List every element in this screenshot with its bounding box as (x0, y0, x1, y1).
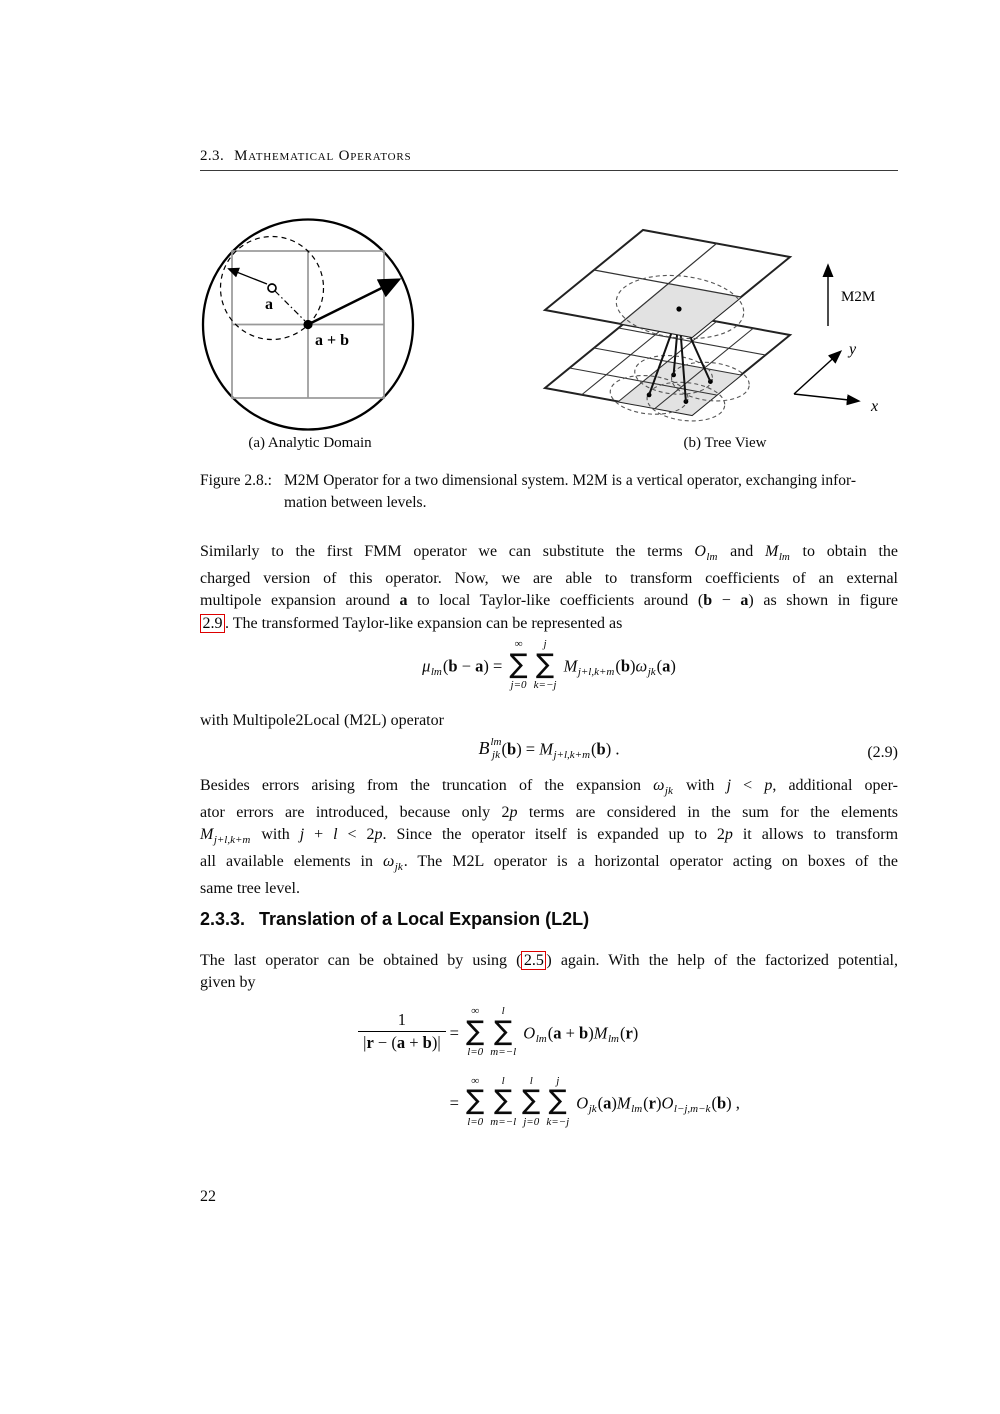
label-x-axis: x (871, 398, 879, 415)
sum-operator: j ∑ k=−j (546, 1074, 570, 1128)
section-number: 2.3.3. (200, 909, 246, 929)
text-line: The last operator can be obtained by using ( 2.5 ) again. With the help of the factorized potential, (200, 952, 898, 969)
sum-operator: l ∑ m=−l (490, 1074, 517, 1128)
text-line: given by (200, 974, 256, 992)
subcaption-tree-view: (b) Tree View (683, 435, 767, 451)
equation-l2l-row2: = ∞ ∑ l=0 l ∑ m=−l l ∑ j=0 j ∑ k=−j $O_{jk}(a)M_{lm}(r)O_{l-j,m-k}(b)$ , (449, 1074, 740, 1128)
figure-caption-line2: mation between levels. (284, 494, 427, 511)
operator-with-scripts: B lm jk (478, 736, 502, 761)
subcaption-analytic-domain: (a) Analytic Domain (248, 435, 372, 451)
equation-reference-link[interactable]: 2.5 (521, 951, 546, 970)
text-line: Besides errors arising from the truncation of the expansion $\omega_{jk}$ with j < p, additional oper- (200, 777, 898, 797)
text-line: charged version of this operator. Now, we are able to transform coefficients of an external (200, 569, 898, 587)
section-title: Translation of a Local Expansion (L2L) (259, 909, 590, 929)
figure-analytic-domain (195, 208, 427, 434)
equation-mu-expansion: $\mu_{lm}(b - a)$ = ∞ ∑ j=0 j ∑ k=−j $M_{j+l,k+m}(b)\omega_{jk}(a)$ (422, 638, 676, 691)
equation-l2l-block (200, 1005, 898, 1131)
x-axis-arrow (794, 394, 858, 401)
paragraph-substitute-terms (200, 541, 898, 635)
running-header-section: 2.3. (200, 148, 225, 164)
sum-operator: l ∑ j=0 (522, 1074, 541, 1128)
text-line: $M_{j+l,k+m}$ with j + l < 2p. Since the operator itself is expanded up to 2p it allows to transform (200, 826, 899, 846)
header-rule (200, 170, 898, 171)
section-heading-l2l (200, 909, 898, 930)
top-center-dot (676, 306, 681, 311)
sum-operator: ∞ ∑ l=0 (466, 1005, 485, 1058)
radius-arrow (229, 269, 267, 284)
text-with-m2l-operator: with Multipole2Local (M2L) operator (200, 712, 444, 729)
text-line: all available elements in $\omega_{jk}$. The M2L operator is a horizontal operator acting on boxes of the (200, 853, 898, 873)
paragraph-truncation-errors (200, 775, 898, 901)
sum-operator: ∞ ∑ l=0 (466, 1074, 485, 1128)
y-axis-arrow (794, 352, 840, 394)
text-line: Similarly to the first FMM operator we can substitute the terms $O_{lm}$ and $M_{lm}$ to obtain the (200, 543, 898, 563)
equation-m2l-row (200, 738, 898, 763)
equation-number-2-9: (2.9) (867, 744, 898, 761)
point-ab-dot (303, 320, 312, 329)
running-header-title: Mathematical Operators (234, 148, 412, 164)
shift-dashdot-line (275, 291, 305, 321)
sum-operator: ∞ ∑ j=0 (509, 638, 528, 691)
equation-m2l: B lm jk $(b) = M_{j+l,k+m}(b)$ . (478, 736, 620, 761)
label-a: a (265, 296, 273, 313)
text-line: 2.9 . The transformed Taylor-like expansion can be represented as (200, 613, 898, 635)
sum-operator: j ∑ k=−j (533, 638, 557, 691)
figure-caption-text1: M2M Operator for a two dimensional system. M2M is a vertical operator, exchanging infor- (284, 472, 856, 489)
figure-caption-line1 (200, 470, 900, 492)
label-a-plus-b: a + b (315, 332, 350, 349)
figure-caption (200, 470, 900, 514)
page-number: 22 (200, 1188, 216, 1205)
equation-l2l-fraction (358, 1010, 450, 1056)
label-m2m: M2M (841, 289, 876, 305)
equation-l2l-row1: = ∞ ∑ l=0 l ∑ m=−l $O_{lm}(a + b)M_{lm}(r)$ (449, 1005, 639, 1058)
fraction: $\frac{1}{|r - (a + b)|}$ (358, 1010, 446, 1053)
point-a-dot (268, 284, 276, 292)
figure-caption-label: Figure 2.8.: (200, 472, 272, 489)
text-line: same tree level. (200, 880, 300, 898)
equation-reference-link[interactable]: 2.9 (200, 614, 225, 633)
sum-operator: l ∑ m=−l (490, 1005, 517, 1058)
figure-tree-view (530, 215, 920, 430)
paragraph-last-operator (200, 950, 898, 995)
text-line: ator errors are introduced, because only 2p terms are considered in the sum for the elements (200, 803, 898, 821)
text-line: multipole expansion around a to local Taylor-like coefficients around (b − a) as shown in figure (200, 592, 898, 610)
coordinate-axes (794, 341, 878, 415)
running-header (200, 148, 898, 165)
label-y-axis: y (849, 341, 857, 358)
